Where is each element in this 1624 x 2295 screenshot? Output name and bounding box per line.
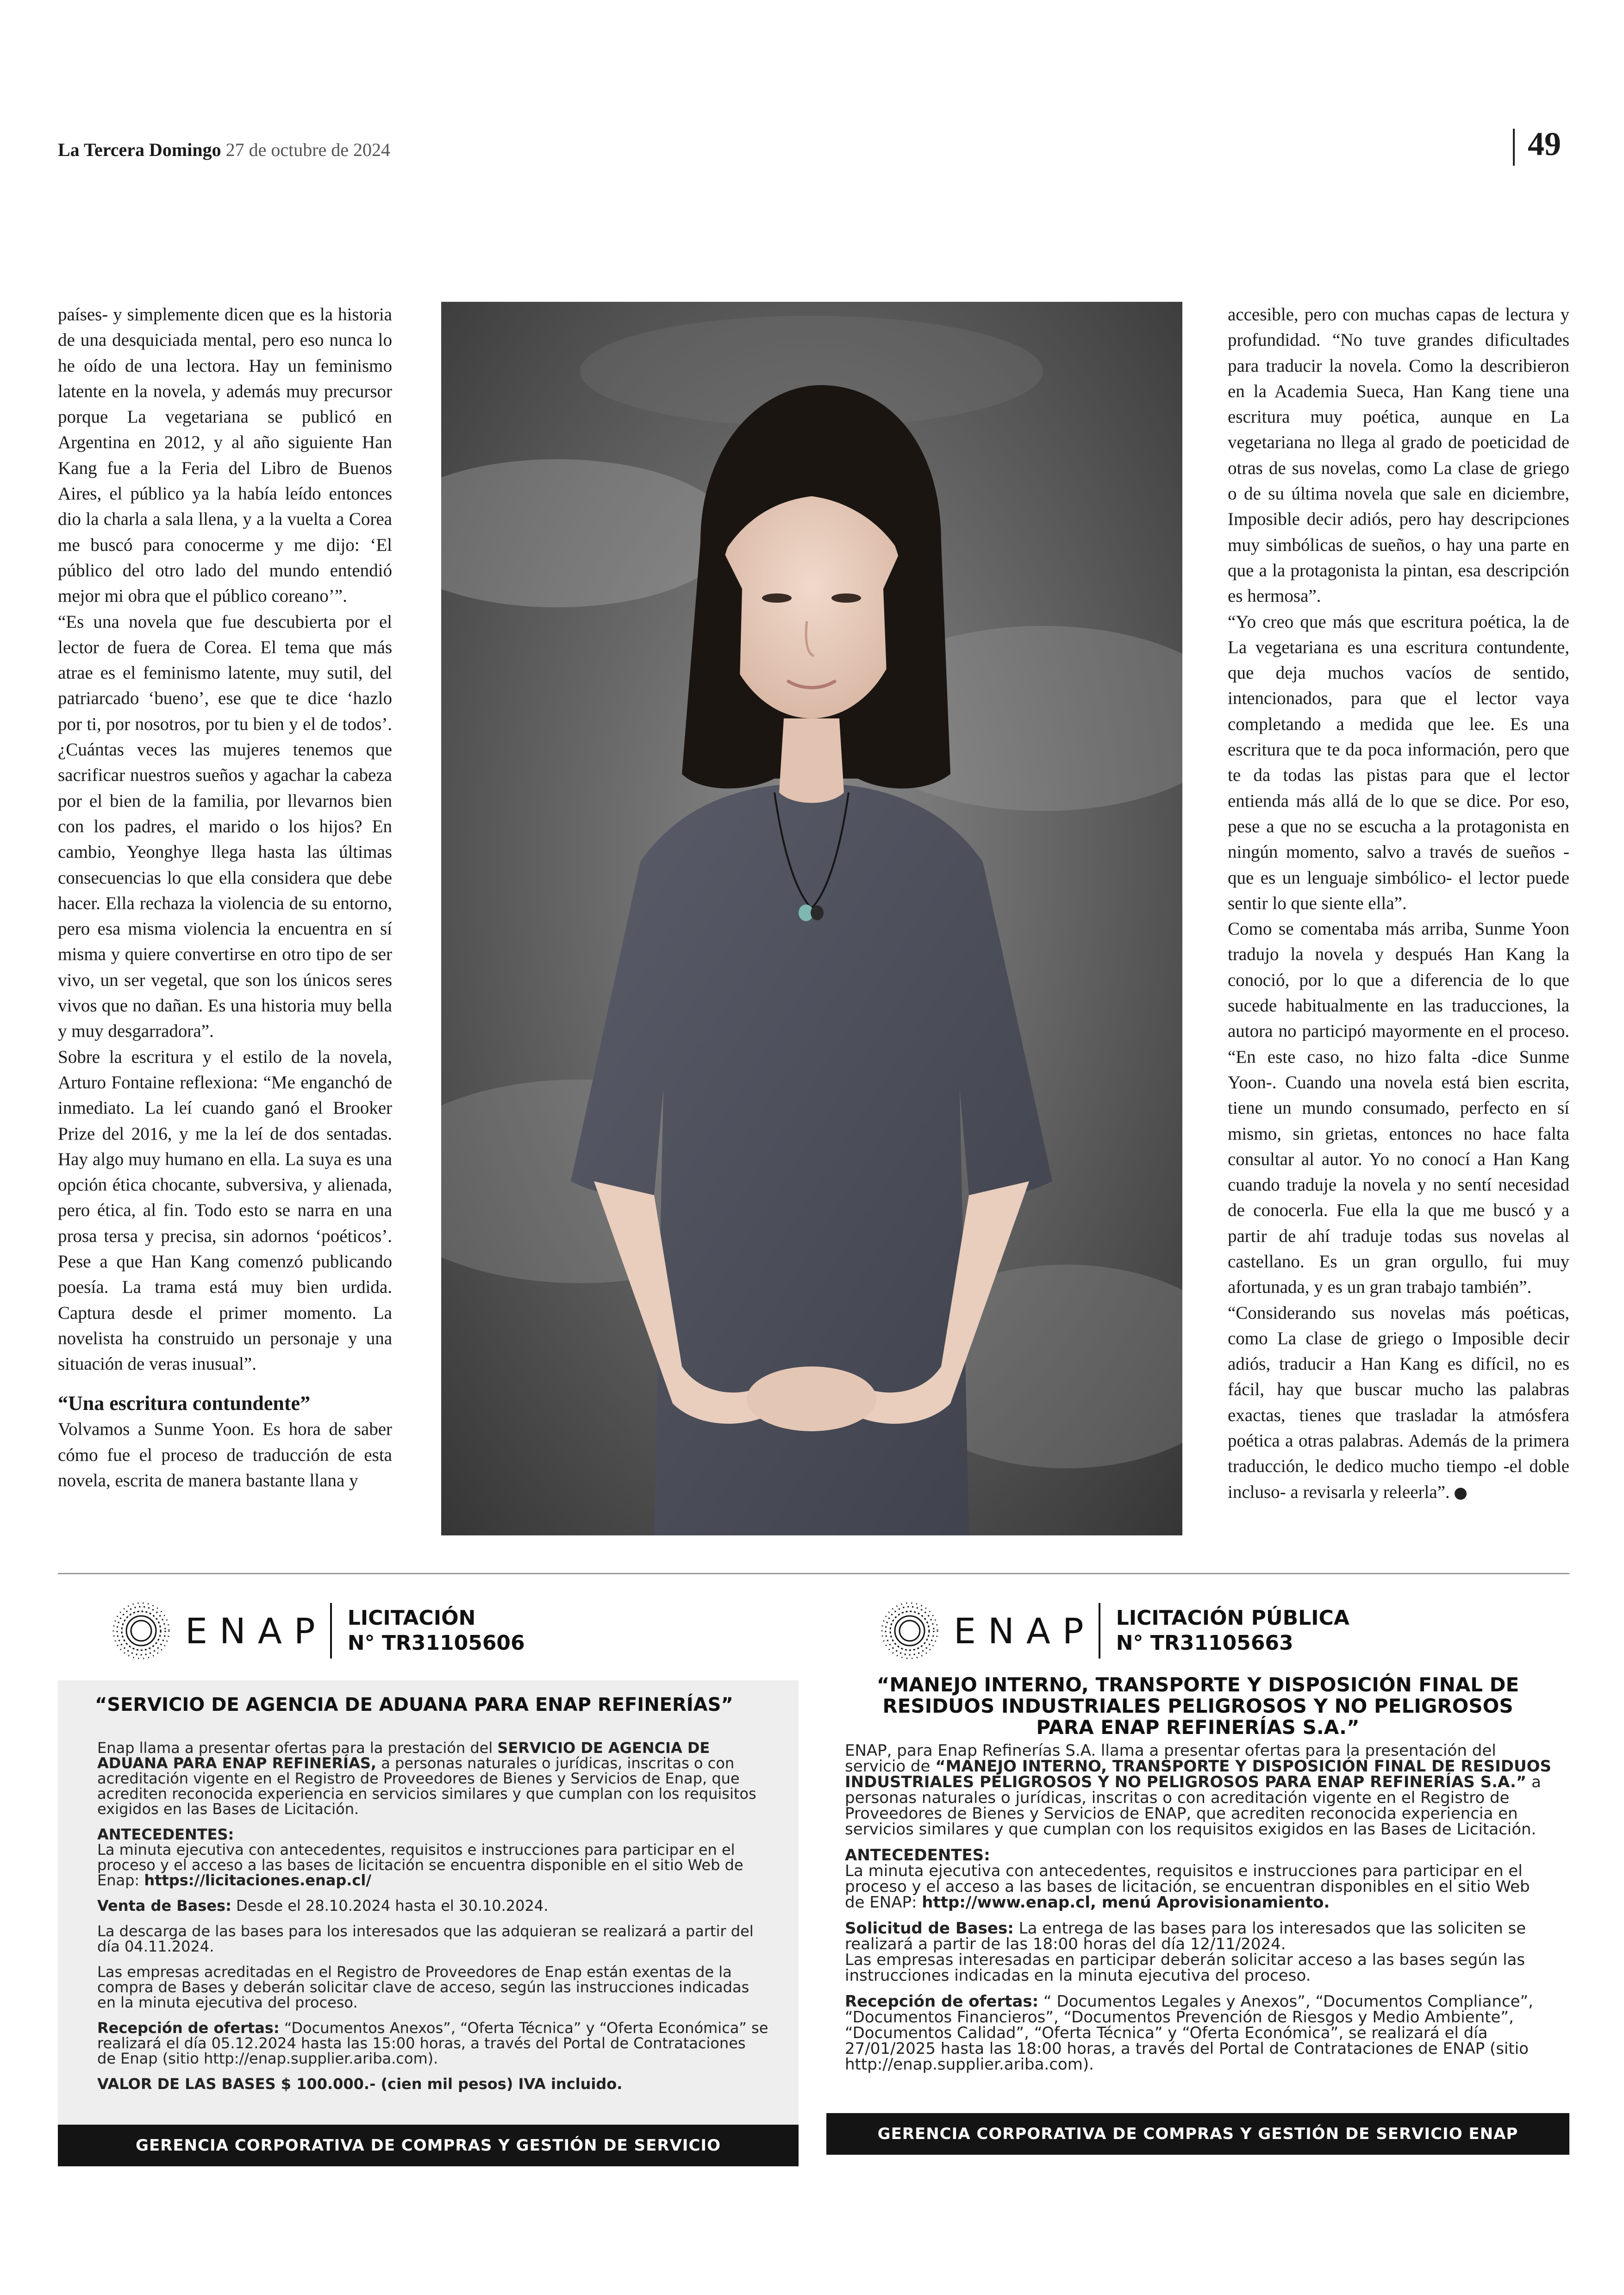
article-subhead: “Una escritura contundente” [58,1392,311,1415]
section-divider [58,1573,1569,1574]
portrait-photo [441,302,1182,1535]
exentas-text: Las empresas acreditadas en el Registro de Proveedores de Enap están exentas de la compra de Bases y deberán solicitar clave de acceso, según las instrucciones indicadas en la minuta ejecutiva del proceso. [97,1963,750,2011]
solicitud-label: Solicitud de Bases: [845,1919,1014,1938]
recepcion-text: “Documentos Anexos”, “Oferta Técnica” y “Oferta Económica” se realizará el día 05.12.2024 hasta las 15:00 horas, a través del Portal de Contrataciones de Enap (sitio http://enap.supplier.ariba.com). [97,2019,768,2067]
venta-label: Venta de Bases: [97,1897,231,1915]
recepcion-label: Recepción de ofertas: [97,2019,280,2037]
ad-intro: Enap llama a presentar ofertas para la prestación del [97,1739,498,1757]
masthead [58,139,390,161]
tender-number: N° TR31105606 [347,1631,525,1655]
publication-name: La Tercera Domingo [58,139,221,160]
tender-number: N° TR31105663 [1116,1631,1293,1655]
ad-body [826,1669,1569,2166]
paragraph: Sobre la escritura y el estilo de la novela, Arturo Fontaine reflexiona: “Me enganchó de inmediato. La leí cuando ganó el Brooker Prize del 2016, y me la leí de dos sentadas. Hay algo muy humano en ella. La suya es una opción ética chocante, subversiva, y alienada, pero ética, al fin. Todo esto se narra en una prosa tersa y precisa, sin adornos ‘poéticos’. Pese a que Han Kang comenzó publicando poesía. La trama está muy bien urdida. Captura desde el primer momento. La novelista ha construido un personaje y una situación de veras inusual”. [58,1047,392,1374]
solicitud-text: La entrega de las bases para los interesados que las soliciten se realizará a partir de las 18:00 horas del día 12/11/2024. [845,1919,1526,1953]
ad-service-name: SERVICIO DE AGENCIA DE ADUANA PARA ENAP REFINERÍAS, [97,1739,710,1772]
descarga-text: La descarga de las bases para los interesados que las adquieran se realizará a partir del día 04.11.2024. [97,1922,754,1955]
valor-bases: VALOR DE LAS BASES $ 100.000.- (cien mil pesos) IVA incluido. [97,2075,623,2093]
ad-intro: ENAP, para Enap Refinerías S.A. llama a presentar ofertas para la presentación del servicio de [845,1741,1496,1776]
antecedentes-label: ANTECEDENTES: [97,1826,234,1843]
recepcion-label: Recepción de ofertas: [845,1992,1039,2011]
enap-logo [880,1601,1349,1661]
paragraph: Como se comentaba más arriba, Sunme Yoon tradujo la novela y después Han Kang la conoció, por lo que a diferencia de lo que sucede habitualmente en las traducciones, la autora no participó mayormente en el proceso. “En este caso, no hizo falta -dice Sunme Yoon-. Cuando una novela está bien escrita, tiene un mundo consumado, perfecto en sí mismo, sin grietas, entonces no hace falta consultar al autor. Yo no conocí a Han Kang cuando traduje la novela y no sentí necesidad de conocerla. Fue ella la que me buscó y a partir de ahí traduje todas sus novelas al castellano. Es un gran orgullo, fui muy afortunada, y es un gran trabajo también”. [1228,919,1569,1297]
tender-type: LICITACIÓN PÚBLICA [1116,1606,1349,1630]
enap-logo-text: ENAP [185,1610,327,1652]
antecedentes-text: La minuta ejecutiva con antecedentes, requisitos e instrucciones para participar en el proceso y el acceso a las bases de licitación, se encuentran disponibles en el sitio Web de ENAP: [845,1862,1530,1912]
ad-body [58,1680,799,2166]
ad-title: “MANEJO INTERNO, TRANSPORTE Y DISPOSICIÓN FINAL DE RESIDUOS INDUSTRIALES PELIGROSOS Y NO PELIGROSOS PARA ENAP REFINERÍAS S.A.” [876,1673,1519,1739]
venta-text: Desde el 28.10.2024 hasta el 30.10.2024. [231,1897,549,1915]
ad-footer: GERENCIA CORPORATIVA DE COMPRAS Y GESTIÓN DE SERVICIO ENAP [826,2113,1569,2155]
antecedentes-text: La minuta ejecutiva con antecedentes, requisitos e instrucciones para participar en el proceso y el acceso a las bases de licitación se encuentra disponible en el sitio Web de Enap: [97,1841,743,1889]
paragraph: países- y simplemente dicen que es la historia de una desquiciada mental, pero eso nunca lo he oído de una lectora. Hay un feminismo latente en la novela, y además muy precursor porque La vegetariana se publicó en Argentina en 2012, y al año siguiente Han Kang fue a la Feria del Libro de Buenos Aires, el público ya la había leído entonces dio la charla a sala llena, y a la vuelta a Corea me buscó para conocerme y me dijo: ‘El público del otro lado del mundo entendió mejor mi obra que el público coreano’”. [58,305,392,606]
ad-text [97,1740,768,2102]
logo-divider [1099,1603,1100,1659]
paragraph [1228,1300,1569,1505]
recepcion-text: “ Documentos Legales y Anexos”, “Documentos Compliance”, “Documentos Financieros”, “Documentos Prevención de Riesgos y Medio Ambiente”, “Documentos Calidad”, “Oferta Técnica” y “Oferta Económica”, se realizará el día 27/01/2025 hasta las 18:00 horas, a través del Portal de Contrataciones de ENAP (sitio http://enap.supplier.ariba.com). [845,1992,1533,2074]
paragraph: “Es una novela que fue descubierta por el lector de fuera de Corea. El tema que más atrae es el feminismo latente, muy sutil, del patriarcado ‘bueno’, ese que te dice ‘hazlo por ti, por nosotros, por tu bien y el de todos’. ¿Cuántas veces las mujeres tenemos que sacrificar nuestros sueños y agachar la cabeza por el bien de la familia, por llevarnos bien con los padres, el marido o los hijos? En cambio, Yeonghye llega hasta las últimas consecuencias lo que ella considera que debe hacer. Ella rechaza la violencia de su entorno, pero esa misma violencia la encuentra en sí misma y quiere convertirse en otro tipo de ser vivo, un ser vegetal, que son los únicos seres vivos que no dañan. Es una historia muy bella y muy desgarradora”. [58,611,392,1041]
enap-logo [111,1601,525,1661]
antecedentes-link[interactable]: http://www.enap.cl, menú Aprovisionamiento. [922,1893,1330,1912]
antecedentes-link[interactable]: https://licitaciones.enap.cl/ [144,1871,372,1889]
article-right-column [1228,302,1569,1505]
paragraph: Volvamos a Sunme Yoon. Es hora de saber cómo fue el proceso de traducción de esta novela, escrita de manera bastante llana y [58,1419,392,1491]
paragraph-text: “Considerando sus novelas más poéticas, como La clase de griego o Imposible decir adiós, traducir a Han Kang es difícil, no es fácil, hay que buscar mucho las palabras exactas, tienes que trasladar la atmósfera poética a otras palabras. Además de la primera traducción, le dedico mucho tiempo -el doble incluso- a revisarla y releerla”. [1228,1303,1569,1502]
enap-sun-icon [111,1601,171,1661]
publication-date: 27 de octubre de 2024 [225,139,391,160]
enap-ad-left [58,1592,799,2166]
tender-heading [348,1606,525,1656]
tender-type: LICITACIÓN [347,1606,476,1630]
page-number: 49 [1528,125,1561,162]
antecedentes-label: ANTECEDENTES: [845,1846,990,1865]
tender-heading [1116,1606,1349,1656]
ad-intro-cont: a personas naturales o jurídicas, inscritas o con acreditación vigente en el Registro de Proveedores de Bienes y Servicios de ENAP, que acrediten reconocida experiencia en servicios similares y que cumplan con los requisitos exigidos en las Bases de Licitación. [845,1773,1541,1839]
paragraph: “Yo creo que más que escritura poética, la de La vegetariana es una escritura contundente, que deja muchos vacíos de sentido, intencionados, para que el lector vaya completando a medida que lee. Es una escritura que te da poca información, pero que te da todas las pistas para que el lector entienda más allá de lo que se dice. Por eso, pese a que no se escucha a la protagonista en ningún momento, salvo a través de sueños -que es un lenguaje simbólico- el lector puede sentir lo que siente ella”. [1228,611,1569,913]
end-of-article-icon [1455,1488,1467,1500]
ad-intro-cont: a personas naturales o jurídicas, inscritas o con acreditación vigente en el Registro de Proveedores de Bienes y Servicios de Enap, que acrediten reconocida experiencia en servicios similares y que cumplan con los requisitos exigidos en las Bases de Licitación. [97,1754,756,1818]
ad-service-name: “MANEJO INTERNO, TRANSPORTE Y DISPOSICIÓN FINAL DE RESIDUOS INDUSTRIALES PELIGROSOS Y NO PELIGROSOS PARA ENAP REFINERÍAS S.A.” [845,1757,1551,1791]
page-number-rule [1513,129,1515,166]
ad-title: “SERVICIO DE AGENCIA DE ADUANA PARA ENAP REFINERÍAS” [95,1694,733,1715]
enap-logo-text: ENAP [954,1610,1096,1652]
solicitud-text-2: Las empresas interesadas en participar deberán solicitar acceso a las bases según las instrucciones indicadas en la minuta ejecutiva del proceso. [845,1951,1525,1985]
ad-footer: GERENCIA CORPORATIVA DE COMPRAS Y GESTIÓN DE SERVICIO [58,2125,799,2166]
ad-text [845,1743,1553,2083]
article-left-column [58,302,392,1493]
enap-ad-right [826,1592,1569,2166]
enap-sun-icon [880,1601,940,1661]
paragraph: accesible, pero con muchas capas de lectura y profundidad. “No tuve grandes dificultades para traducir la novela. Como la describieron en la Academia Sueca, Han Kang tiene una escritura muy poética, aunque en La vegetariana no llega al grado de poeticidad de otras de sus novelas, como La clase de griego o de su última novela que sale en diciembre, Imposible decir adiós, pero hay descripciones muy simbólicas de sueños, o hay una parte en que a la protagonista la pintan, esa descripción es hermosa”. [1228,305,1569,606]
logo-divider [330,1603,332,1659]
